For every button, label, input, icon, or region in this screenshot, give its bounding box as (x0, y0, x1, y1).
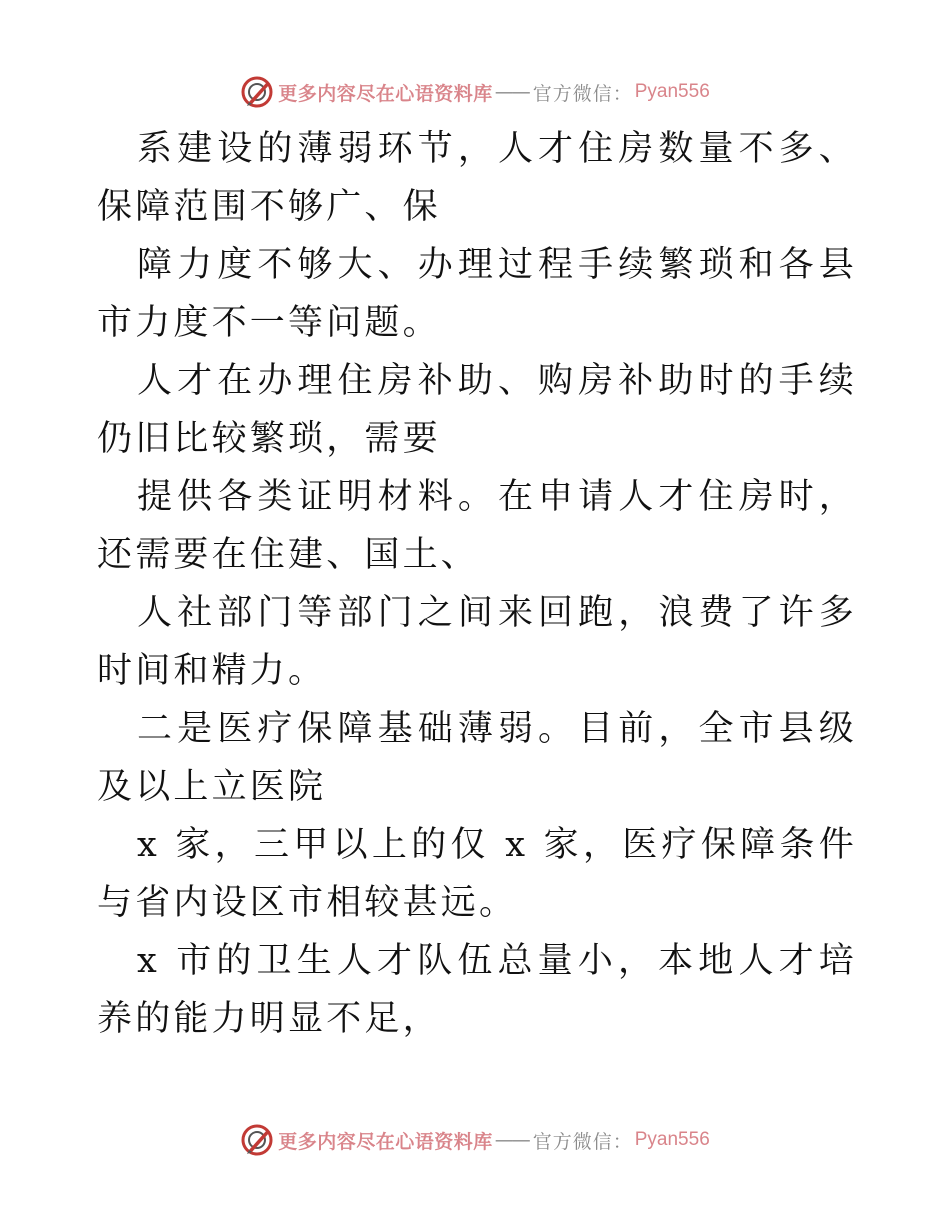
paragraph: x 家，三甲以上的仅 x 家，医疗保障条件与省内设区市相较甚远。 (97, 825, 857, 923)
banner-wechat-id: Pyan556 (634, 1129, 710, 1150)
banner-dash: —— (494, 1129, 529, 1151)
banner-tail-text: 官方微信： (532, 1130, 633, 1153)
banner-tail-text: 官方微信： (532, 82, 633, 105)
banner-dash: —— (494, 81, 529, 103)
banner-wechat-id: Pyan556 (634, 81, 710, 102)
paragraph: 障力度不够大、办理过程手续繁琐和各县市力度不一等问题。 (97, 245, 857, 343)
banner-main-text: 更多内容尽在心语资料库 (278, 1130, 493, 1153)
paragraph: 系建设的薄弱环节，人才住房数量不多、保障范围不够广、保 (97, 129, 857, 227)
document-body (97, 120, 857, 1048)
paragraph: x 市的卫生人才队伍总量小，本地人才培养的能力明显不足， (97, 941, 857, 1039)
banner-main-text: 更多内容尽在心语资料库 (278, 82, 493, 105)
header-banner (0, 72, 950, 112)
paragraph: 人社部门等部门之间来回跑，浪费了许多时间和精力。 (97, 593, 857, 691)
pen-logo-icon (240, 1123, 274, 1157)
paragraph: 提供各类证明材料。在申请人才住房时，还需要在住建、国土、 (97, 477, 857, 575)
paragraph: 二是医疗保障基础薄弱。目前，全市县级及以上立医院 (97, 709, 857, 807)
paragraph: 人才在办理住房补助、购房补助时的手续仍旧比较繁琐，需要 (97, 361, 857, 459)
footer-banner (0, 1120, 950, 1160)
pen-logo-icon (240, 75, 274, 109)
